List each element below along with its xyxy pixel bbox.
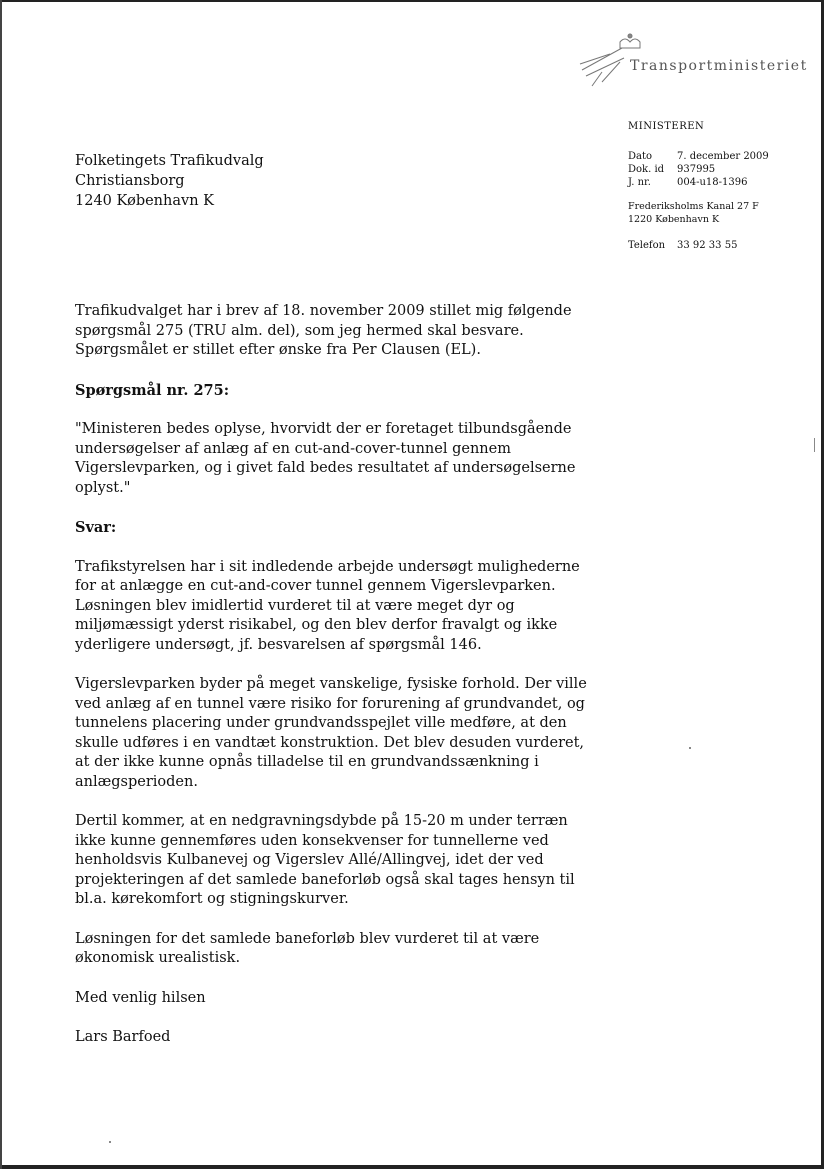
sender-department: MINISTEREN [628,121,705,132]
question-paragraph: "Ministeren bedes oplyse, hvorvidt der er foretaget tilbundsgående undersøgelser af anlæg af en cut-and-cover-tunnel gennem Vigerslevparken, og i givet fald bedes resultatet af undersøgelserne oplyst." [75,421,576,496]
scan-border-left [0,0,2,1169]
sender-address-line: 1220 København K [628,214,720,225]
meta-row-doc-id [628,163,769,176]
sender-address [628,200,759,226]
scan-border-top [0,0,824,2]
scan-speck [109,1141,111,1143]
recipient-line: Christiansborg [75,173,185,189]
document-meta [628,150,769,189]
meta-label: Dok. id [628,164,665,175]
answer-paragraph: Vigerslevparken byder på meget vanskelige, fysiske forhold. Der ville ved anlæg af en tunnel være risiko for forurening af grundvandet, og tunnelens placering under grundvandsspejlet ville medføre, at den skulle udføres i en vandtæt konstruktion. Det blev desuden vurderet, at der ikke kunne opnås tilladelse til en grundvandssænkning i anlægsperioden. [75,676,587,790]
closing: Med venlig hilsen [75,989,206,1006]
ministry-logo-text: Transportministeriet [630,58,808,74]
meta-value: 7. december 2009 [677,151,769,162]
meta-value: 004-u18-1396 [677,177,748,188]
recipient-line: 1240 København K [75,193,214,209]
phone-value: 33 92 33 55 [677,240,738,251]
sender-address-line: Frederiksholms Kanal 27 F [628,201,759,212]
sender-phone [628,240,737,251]
intro-paragraph: Trafikudvalget har i brev af 18. november 2009 stillet mig følgende spørgsmål 275 (TRU alm. del), som jeg hermed skal besvare. Spørgsmålet er stillet efter ønske fra Per Clausen (EL). [75,303,572,358]
letter-body [75,302,595,1068]
question-heading: Spørgsmål nr. 275: [75,381,230,399]
phone-label: Telefon [628,240,666,251]
scan-speck [814,438,815,452]
recipient-line: Folketingets Trafikudvalg [75,153,264,169]
meta-value: 937995 [677,164,716,175]
answer-paragraph: Dertil kommer, at en nedgravningsdybde på 15-20 m under terræn ikke kunne gennemføres uden konsekvenser for tunnellerne ved henholdsvis Kulbanevej og Vigerslev Allé/Allingvej, idet der ved projekteringen af det samlede baneforløb også skal tages hensyn til bl.a. kørekomfort og stigningskurver. [75,813,575,907]
scan-speck [689,747,691,749]
answer-paragraph: Trafikstyrelsen har i sit indledende arbejde undersøgt mulighederne for at anlægge en cut-and-cover tunnel gennem Vigerslevparken. Løsningen blev imidlertid vurderet til at være meget dyr og miljømæssigt yderst risikabel, og den blev derfor fravalgt og ikke yderligere undersøgt, jf. besvarelsen af spørgsmål 146. [75,558,580,653]
meta-label: Dato [628,151,653,162]
signature-name: Lars Barfoed [75,1029,171,1045]
meta-label: J. nr. [628,177,651,188]
meta-row-journal [628,176,769,189]
recipient-address [75,151,264,211]
scan-border-bottom [0,1165,824,1169]
meta-row-date [628,150,769,163]
answer-heading: Svar: [75,519,117,536]
answer-paragraph: Løsningen for det samlede baneforløb blev vurderet til at være økonomisk urealistisk. [75,930,540,966]
